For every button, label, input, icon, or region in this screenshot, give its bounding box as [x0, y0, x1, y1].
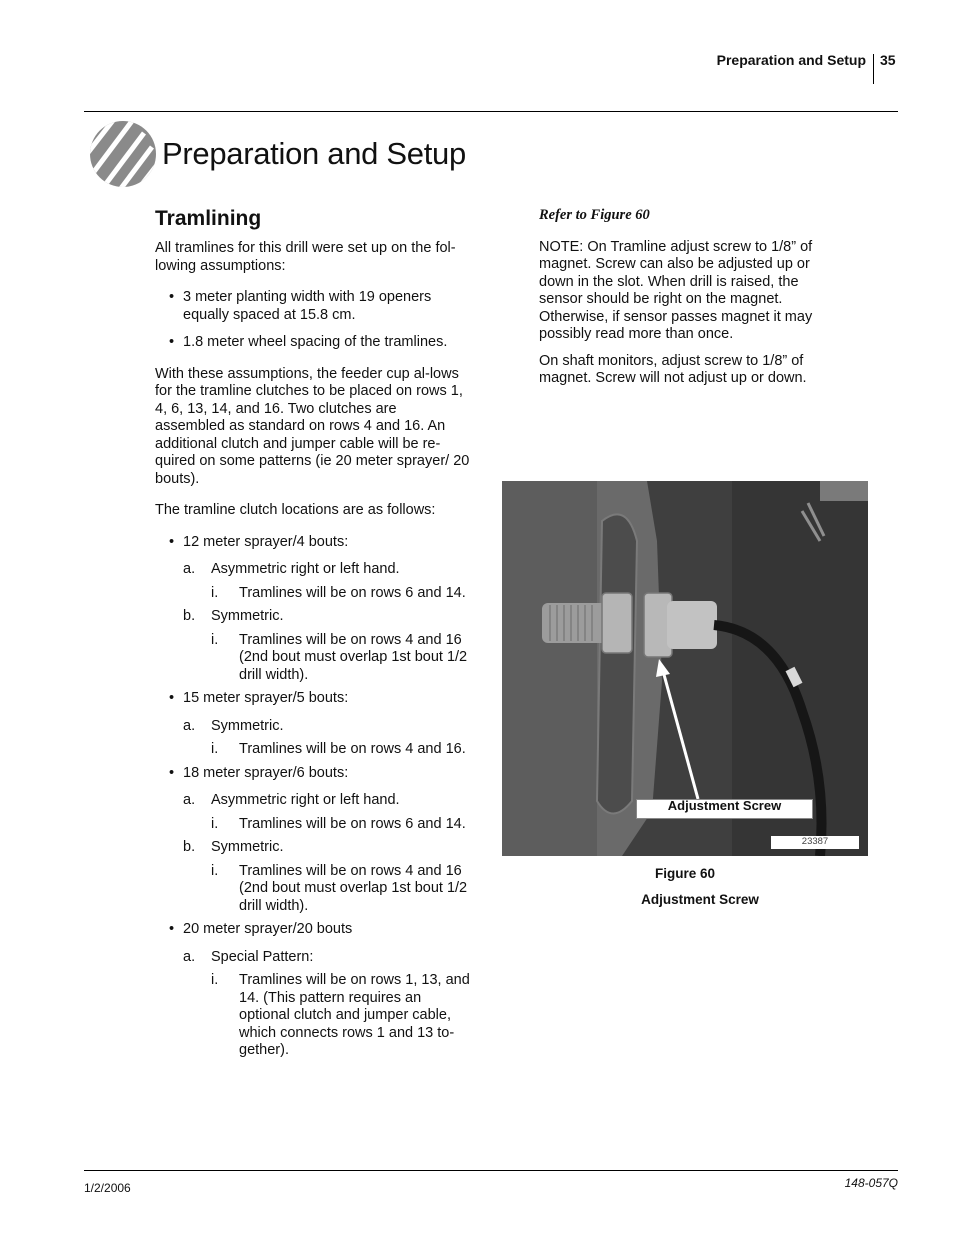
shaft-monitor-paragraph: On shaft monitors, adjust screw to 1/8” of magnet. Screw will not adjust up or down. — [539, 352, 807, 386]
top-rule — [84, 111, 898, 112]
page-number: 35 — [880, 52, 896, 68]
sub-item: a. Special Pattern: — [183, 948, 314, 965]
list-item: • 18 meter sprayer/6 bouts: — [169, 764, 349, 781]
footer-date: 1/2/2006 — [84, 1181, 131, 1195]
section-title: Tramlining — [155, 207, 262, 230]
sub-sub-item: i. Tramlines will be on rows 6 and 14. — [211, 584, 466, 601]
part-number: 23387 — [771, 836, 859, 849]
sub-sub-item: i. Tramlines will be on rows 6 and 14. — [211, 815, 466, 832]
sub-item: b. Symmetric. — [183, 839, 284, 855]
list-item: • 20 meter sprayer/20 bouts — [169, 921, 353, 937]
list-item: • 1.8 meter wheel spacing of the tramlines. — [169, 334, 448, 350]
left-column — [155, 206, 470, 1066]
sub-sub-item: i. Tramlines will be on rows 1, 13, and 14. (This pattern requires an optional clutch and jumper cable, which connects rows 1 and 13 to-gether). — [211, 972, 470, 1058]
chapter-title: Preparation and Setup — [162, 136, 466, 171]
callout-label: Adjustment Screw — [636, 799, 813, 819]
note-paragraph: NOTE: On Tramline adjust screw to 1/8” of magnet. Screw can also be adjusted up or down in the slot. When drill is raised, the sensor should be right on the magnet. Otherwise, if sensor passes magnet it may possibly read more than once. — [539, 238, 813, 342]
right-column — [539, 207, 839, 397]
sub-item: a. Asymmetric right or left hand. — [183, 561, 400, 577]
sub-sub-item: i. Tramlines will be on rows 4 and 16 (2nd bout must overlap 1st bout 1/2 drill width). — [211, 631, 468, 683]
list-item: • 3 meter planting width with 19 openers equally spaced at 15.8 cm. — [169, 289, 432, 323]
sub-sub-item: i. Tramlines will be on rows 4 and 16. — [211, 741, 466, 757]
sub-item: b. Symmetric. — [183, 608, 284, 624]
sub-item: a. Asymmetric right or left hand. — [183, 792, 400, 808]
header-divider — [873, 54, 874, 84]
list-item: • 15 meter sprayer/5 bouts: — [169, 690, 349, 706]
intro-paragraph: All tramlines for this drill were set up on the fol-lowing assumptions: — [155, 240, 456, 274]
bottom-rule — [84, 1170, 898, 1171]
sub-sub-item: i. Tramlines will be on rows 4 and 16 (2nd bout must overlap 1st bout 1/2 drill width). — [211, 862, 468, 914]
figure-reference: Refer to Figure 60 — [539, 207, 650, 223]
footer-doc-number: 148-057Q — [844, 1176, 898, 1190]
brand-logo-icon — [88, 119, 158, 189]
header-section-title: Preparation and Setup — [716, 52, 866, 68]
sub-item: a. Symmetric. — [183, 717, 284, 734]
list-item: • 12 meter sprayer/4 bouts: — [169, 533, 349, 550]
figure-number: Figure 60 — [654, 866, 716, 881]
figure-caption: Adjustment Screw — [641, 892, 759, 907]
assumptions-paragraph: With these assumptions, the feeder cup al-lows for the tramline clutches to be placed on rows 1, 4, 6, 13, 14, and 16. Two clutches are assembled as standard on rows 4 and 16. An additional clutch and jumper cable will be re-quired on some patterns (ie 20 meter sprayer/ 20 bouts). — [155, 365, 470, 487]
locations-intro: The tramline clutch locations are as follows: — [155, 502, 436, 518]
